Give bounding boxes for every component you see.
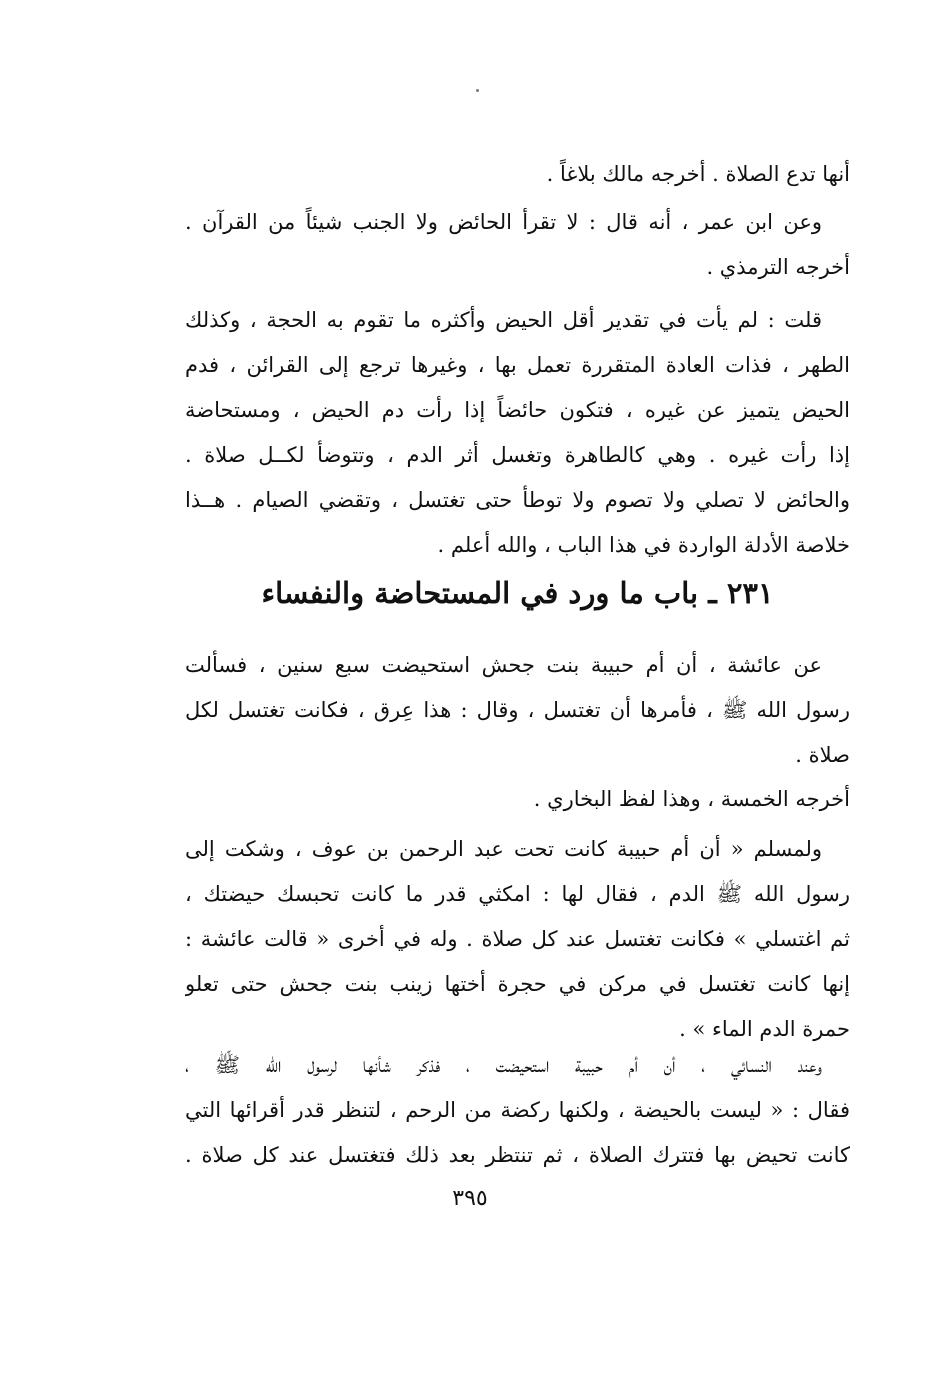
text-line: رسول الله ﷺ ، فأمرها أن تغتسل ، وقال : هذا عِرق ، فكانت تغتسل لكل: [185, 698, 850, 722]
text-line: الحيض يتميز عن غيره ، فتكون حائضاً إذا رأت دم الحيض ، ومستحاضة: [185, 398, 850, 422]
text-line: صلاة .: [795, 743, 850, 767]
text-line: فقال : « ليست بالحيضة ، ولكنها ركضة من الرحم ، لتنظر قدر أقرائها التي: [185, 1098, 850, 1122]
text-line: خلاصة الأدلة الواردة في هذا الباب ، والله أعلم .: [437, 533, 850, 557]
text-line: ولمسلم « أن أم حبيبة كانت تحت عبد الرحمن بن عوف ، وشكت إلى: [185, 837, 822, 861]
text-line: الطهر ، فذات العادة المتقررة تعمل بها ، وغيرها ترجع إلى القرائن ، فدم: [185, 353, 850, 377]
text-line: إذا رأت غيره . وهي كالطاهرة وتغسل أثر الدم ، وتتوضأ لكــل صلاة .: [185, 443, 850, 467]
text-line: عن عائشة ، أن أم حبيبة بنت جحش استحيضت سبع سنين ، فسألت: [185, 653, 822, 677]
chapter-heading: ٢٣١ ـ باب ما ورد في المستحاضة والنفساء: [261, 576, 774, 610]
text-line: حمرة الدم الماء » .: [679, 1017, 850, 1041]
text-line: إنها كانت تغتسل في مركن في حجرة أختها زينب بنت جحش حتى تعلو: [185, 972, 850, 996]
page-number: ٣٩٥: [452, 1186, 488, 1211]
text-line: قلت : لم يأت في تقدير أقل الحيض وأكثره ما تقوم به الحجة ، وكذلك: [185, 308, 822, 332]
scan-speck: [476, 89, 479, 92]
paragraph-ibn-umar: [185, 200, 850, 290]
text-line: رسول الله ﷺ الدم ، فقال لها : امكثي قدر ما كانت تحبسك حيضتك ،: [185, 882, 850, 906]
text-line: والحائض لا تصلي ولا تصوم ولا توطأ حتى تغتسل ، وتقضي الصيام . هــذا: [185, 488, 850, 512]
text-line: كانت تحيض بها فتترك الصلاة ، ثم تنتظر بعد ذلك فتغتسل عند كل صلاة .: [185, 1143, 850, 1167]
paragraph-continuation: [185, 152, 850, 197]
paragraph-takhrij: [185, 777, 850, 822]
text-line: وعن ابن عمر ، أنه قال : لا تقرأ الحائض ولا الجنب شيئاً من القرآن .: [185, 210, 822, 234]
paragraph-nasai-narration: [185, 1043, 850, 1178]
text-line: ثم اغتسلي » فكانت تغتسل عند كل صلاة . وله في أخرى « قالت عائشة :: [185, 927, 850, 951]
paragraph-author-note: [185, 298, 850, 568]
paragraph-muslim-narration: [185, 827, 850, 1052]
text-line: أخرجه الخمسة ، وهذا لفظ البخاري .: [533, 787, 850, 811]
text-line: وعند النسائي ، أن أم حبيبة استحيضت ، فذكر شأنها لرسول الله ﷺ ،: [185, 1053, 822, 1077]
text-line: أخرجه الترمذي .: [706, 255, 850, 279]
paragraph-aisha-hadith: [185, 643, 850, 778]
text-line: أنها تدع الصلاة . أخرجه مالك بلاغاً .: [546, 162, 850, 186]
